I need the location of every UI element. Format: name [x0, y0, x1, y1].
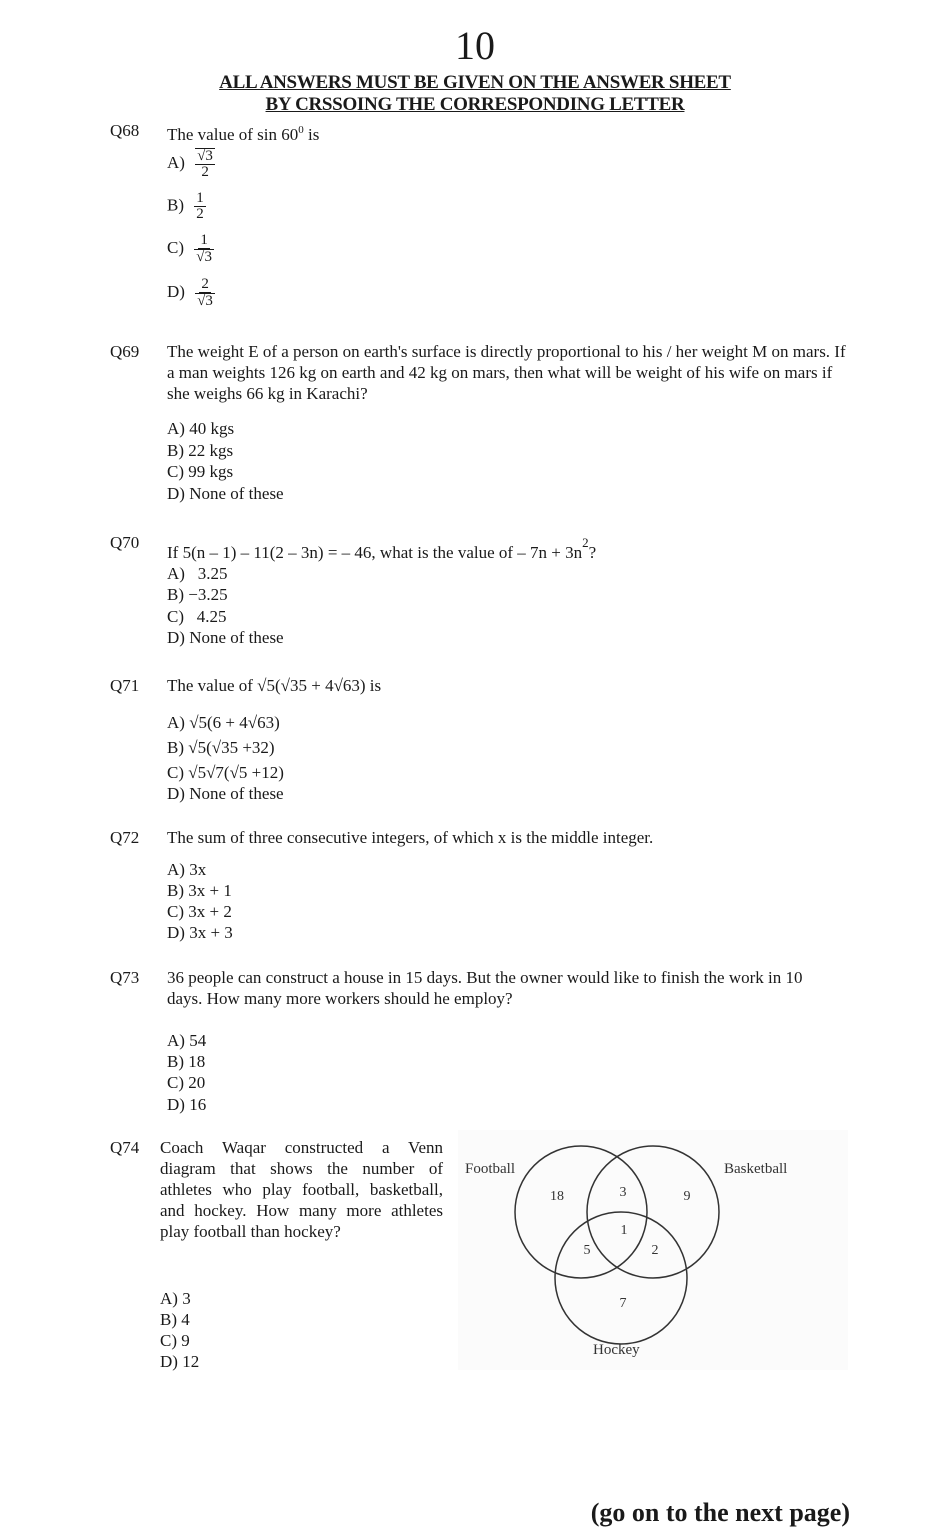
question-text-q74: Coach Waqar constructed a Venn diagram that shows the number of athletes who play football, basketball, and hockey. How many more athletes play football than hockey? — [160, 1138, 443, 1241]
option-q74-b[interactable]: B) 4 — [160, 1310, 190, 1329]
option-q68-a[interactable] — [167, 148, 215, 180]
venn-value-basketball-hockey: 2 — [651, 1243, 659, 1258]
venn-value-football-only: 18 — [550, 1189, 564, 1204]
option-q73-a[interactable]: A) 54 — [167, 1031, 207, 1050]
option-q68-c[interactable] — [167, 233, 214, 265]
question-text-q72: The sum of three consecutive integers, of which x is the middle integer. — [167, 828, 654, 847]
option-q69-c[interactable]: C) 99 kgs — [167, 462, 234, 481]
venn-value-football-basketball: 3 — [619, 1185, 627, 1200]
question-number-q74: Q74 — [110, 1138, 140, 1157]
option-q69-d[interactable]: D) None of these — [167, 484, 284, 503]
venn-diagram — [458, 1130, 848, 1370]
fraction: $\frac{1}{√3}$ — [196, 232, 212, 265]
option-q70-c[interactable]: C) 4.25 — [167, 607, 227, 626]
option-label: A) — [167, 152, 185, 172]
option-q72-d[interactable]: D) 3x + 3 — [167, 923, 233, 942]
option-q68-b[interactable] — [167, 191, 206, 222]
footer-next-page: (go on to the next page) — [590, 1498, 850, 1527]
question-number-q73: Q73 — [110, 968, 140, 987]
venn-value-basketball-only: 9 — [683, 1189, 691, 1204]
question-text-q73: 36 people can construct a house in 15 days. But the owner would like to finish the work in 10 days. How many more workers should he employ? — [167, 968, 803, 1008]
fraction: $\frac{√3}{2}$ — [197, 148, 213, 180]
venn-label-basketball: Basketball — [724, 1161, 788, 1177]
option-label: C) — [167, 237, 184, 257]
option-label: B) — [167, 195, 184, 215]
option-q73-b[interactable]: B) 18 — [167, 1052, 206, 1071]
question-text-q68: The value of $\sin 60^0$ is — [167, 124, 320, 144]
question-text-q69: The weight E of a person on earth's surface is directly proportional to his / her weight M on mars. If a man weights 126 kg on earth and 42 kg on mars, then what will be weight of his wife on mars if she weighs 66 kg in Karachi? — [167, 342, 846, 403]
option-q74-c[interactable]: C) 9 — [160, 1331, 190, 1350]
fraction: $\frac{1}{2}$ — [196, 190, 204, 222]
question-text-q71: The value of √5(√35 + 4√63) is — [167, 676, 382, 695]
option-q70-a[interactable]: A) 3.25 — [167, 564, 228, 583]
option-q71-c[interactable]: C) √5√7(√5 +12) — [167, 763, 284, 782]
option-q73-c[interactable]: C) 20 — [167, 1073, 206, 1092]
option-q69-b[interactable]: B) 22 kgs — [167, 441, 234, 460]
instructions-header-line-1: ALL ANSWERS MUST BE GIVEN ON THE ANSWER SHEET — [219, 72, 731, 93]
option-q70-b[interactable]: B) −3.25 — [167, 585, 228, 604]
option-q71-a[interactable]: A) √5(6 + 4√63) — [167, 713, 280, 732]
fraction: $\frac{2}{√3}$ — [197, 276, 213, 309]
option-q68-d[interactable] — [167, 277, 215, 309]
venn-value-football-hockey: 5 — [583, 1243, 591, 1258]
question-number-q69: Q69 — [110, 342, 140, 361]
venn-label-hockey: Hockey — [593, 1342, 640, 1358]
option-q71-d[interactable]: D) None of these — [167, 784, 284, 803]
option-q74-a[interactable]: A) 3 — [160, 1289, 191, 1308]
option-q72-a[interactable]: A) 3x — [167, 860, 207, 879]
question-text-q70: If 5(n – 1) – 11(2 – 3n) = – 46, what is the value of – $7n + 3n^2$? — [167, 535, 597, 562]
option-q70-d[interactable]: D) None of these — [167, 628, 284, 647]
venn-value-hockey-only: 7 — [619, 1296, 627, 1311]
question-number-q70: Q70 — [110, 533, 140, 552]
option-q72-c[interactable]: C) 3x + 2 — [167, 902, 232, 921]
option-q73-d[interactable]: D) 16 — [167, 1095, 207, 1114]
venn-value-all-three: 1 — [620, 1223, 628, 1238]
option-q71-b[interactable]: B) √5(√35 +32) — [167, 738, 275, 757]
venn-label-football: Football — [465, 1161, 516, 1177]
question-number-q72: Q72 — [110, 828, 140, 847]
option-q74-d[interactable]: D) 12 — [160, 1352, 200, 1371]
question-number-q71: Q71 — [110, 676, 140, 695]
option-q69-a[interactable]: A) 40 kgs — [167, 419, 235, 438]
instructions-header-line-2: BY CRSSOING THE CORRESPONDING LETTER — [265, 94, 685, 115]
option-label: D) — [167, 281, 185, 301]
question-number-q68: Q68 — [110, 121, 140, 140]
page-number: 10 — [455, 23, 495, 68]
option-q72-b[interactable]: B) 3x + 1 — [167, 881, 232, 900]
